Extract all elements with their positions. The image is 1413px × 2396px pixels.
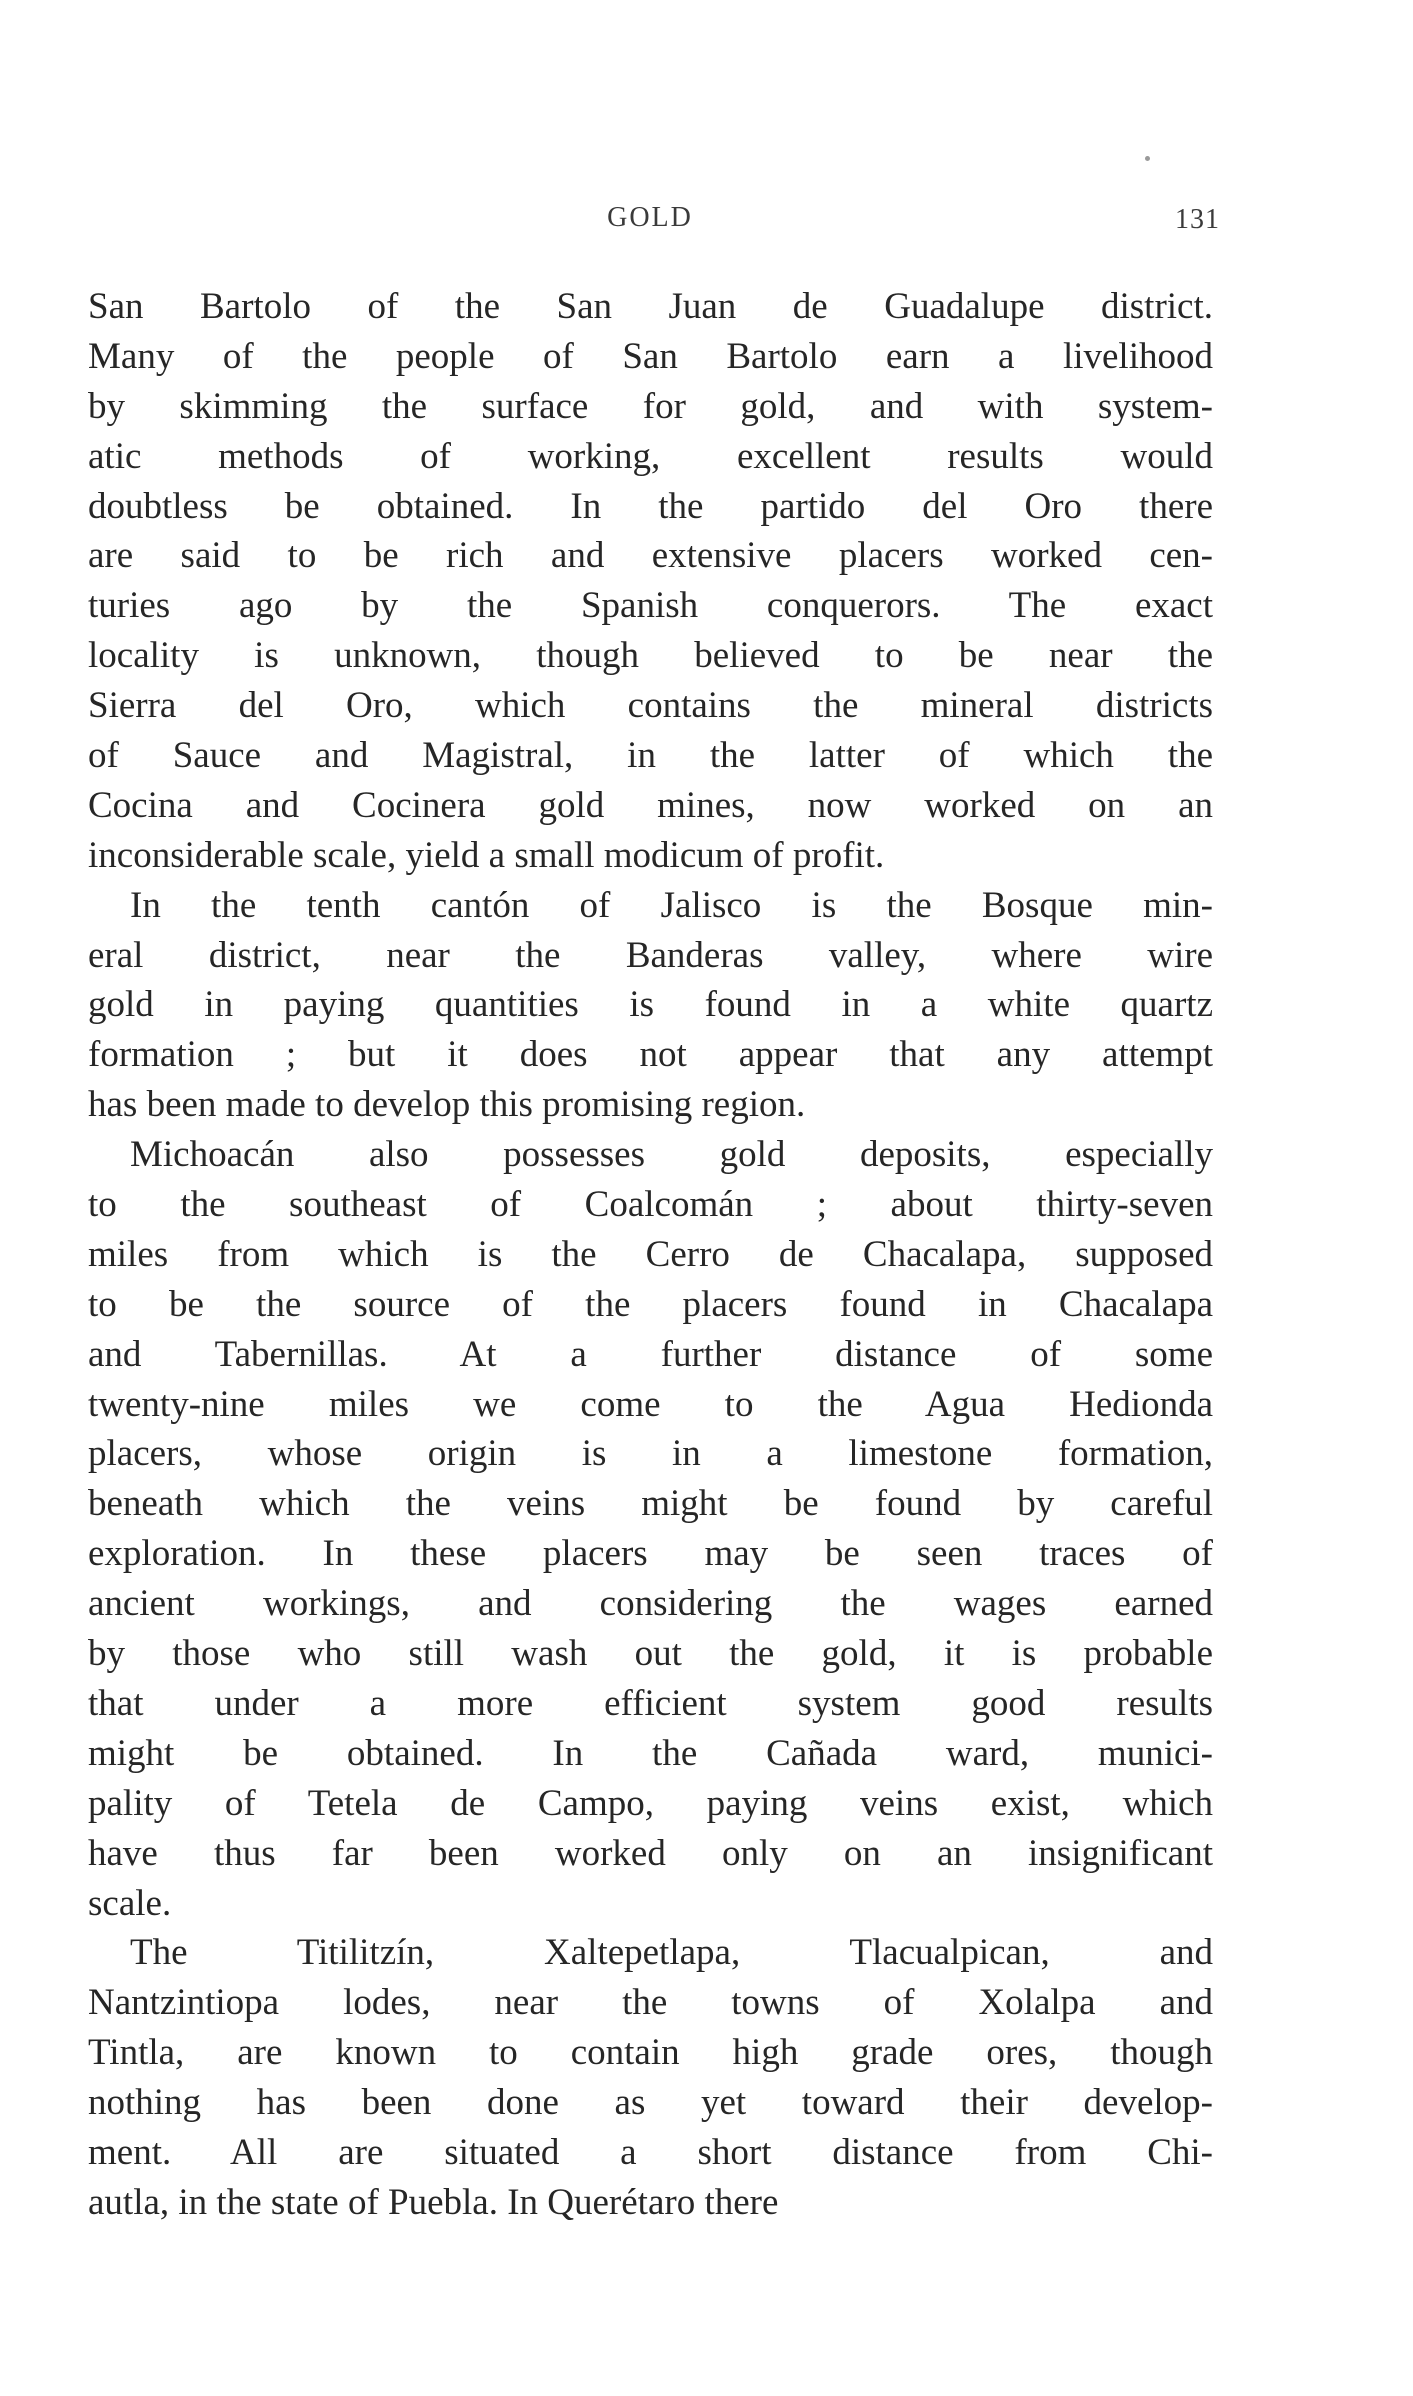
text-line: autla, in the state of Puebla. In Querétaro there [88, 2181, 779, 2223]
text-line: by skimming the surface for gold, and with system- [88, 385, 1213, 427]
text-line: to be the source of the placers found in Chacalapa [88, 1283, 1213, 1325]
text-line: ancient workings, and considering the wages earned [88, 1583, 1213, 1625]
text-line: nothing has been done as yet toward their develop- [88, 2082, 1213, 2124]
text-line: has been made to develop this promising region. [88, 1084, 806, 1126]
text-line: San Bartolo of the San Juan de Guadalupe district. [88, 286, 1213, 327]
text-line: that under a more efficient system good results [88, 1682, 1213, 1724]
text-line: miles from which is the Cerro de Chacalapa, supposed [88, 1233, 1213, 1275]
text-line: beneath which the veins might be found by careful [88, 1483, 1213, 1525]
text-line: to the southeast of Coalcomán ; about thirty-seven [88, 1184, 1213, 1226]
text-line: have thus far been worked only on an insignificant [88, 1832, 1213, 1874]
text-line: Tintla, are known to contain high grade ores, though [88, 2032, 1213, 2074]
text-line: atic methods of working, excellent results would [88, 435, 1213, 477]
text-line: gold in paying quantities is found in a white quartz [88, 984, 1213, 1026]
text-line: and Tabernillas. At a further distance of some [88, 1333, 1213, 1375]
text-line: locality is unknown, though believed to be near the [88, 635, 1213, 677]
text-line: Cocina and Cocinera gold mines, now worked on an [88, 784, 1213, 826]
text-line: twenty-nine miles we come to the Agua Hedionda [88, 1383, 1213, 1425]
text-line: In the tenth cantón of Jalisco is the Bosque min- [130, 884, 1213, 926]
text-line: Sierra del Oro, which contains the mineral districts [88, 685, 1213, 727]
text-line: placers, whose origin is in a limestone formation, [88, 1433, 1213, 1475]
text-line: scale. [88, 1882, 172, 1924]
text-line: Many of the people of San Bartolo earn a livelihood [88, 335, 1213, 377]
text-line: exploration. In these placers may be seen traces of [88, 1533, 1213, 1575]
paper-speck [1145, 156, 1150, 161]
text-line: doubtless be obtained. In the partido del Oro there [88, 485, 1213, 527]
text-line: Nantzintiopa lodes, near the towns of Xolalpa and [88, 1982, 1213, 2024]
text-line: pality of Tetela de Campo, paying veins exist, which [88, 1782, 1213, 1824]
paragraph [88, 1130, 1213, 1928]
paragraph [88, 881, 1213, 1130]
text-line: eral district, near the Banderas valley, where wire [88, 934, 1213, 976]
text-line: ment. All are situated a short distance from Chi- [88, 2131, 1213, 2173]
text-line: of Sauce and Magistral, in the latter of which the [88, 735, 1213, 777]
paragraph [88, 1928, 1213, 2227]
text-line: inconsiderable scale, yield a small modicum of profit. [88, 834, 885, 876]
text-line: The Titilitzín, Xaltepetlapa, Tlacualpican, and [130, 1932, 1213, 1974]
text-line: formation ; but it does not appear that any attempt [88, 1034, 1213, 1076]
running-head [0, 202, 1413, 242]
text-line: by those who still wash out the gold, it is probable [88, 1633, 1213, 1675]
page-number: 131 [1175, 204, 1220, 235]
text-line: Michoacán also possesses gold deposits, especially [130, 1134, 1213, 1176]
text-line: are said to be rich and extensive placers worked cen- [88, 535, 1213, 577]
running-title: GOLD [607, 202, 693, 233]
text-line: might be obtained. In the Cañada ward, munici- [88, 1732, 1213, 1774]
paragraph [88, 282, 1213, 881]
body-text [88, 282, 1213, 2228]
text-line: turies ago by the Spanish conquerors. The exact [88, 585, 1213, 627]
